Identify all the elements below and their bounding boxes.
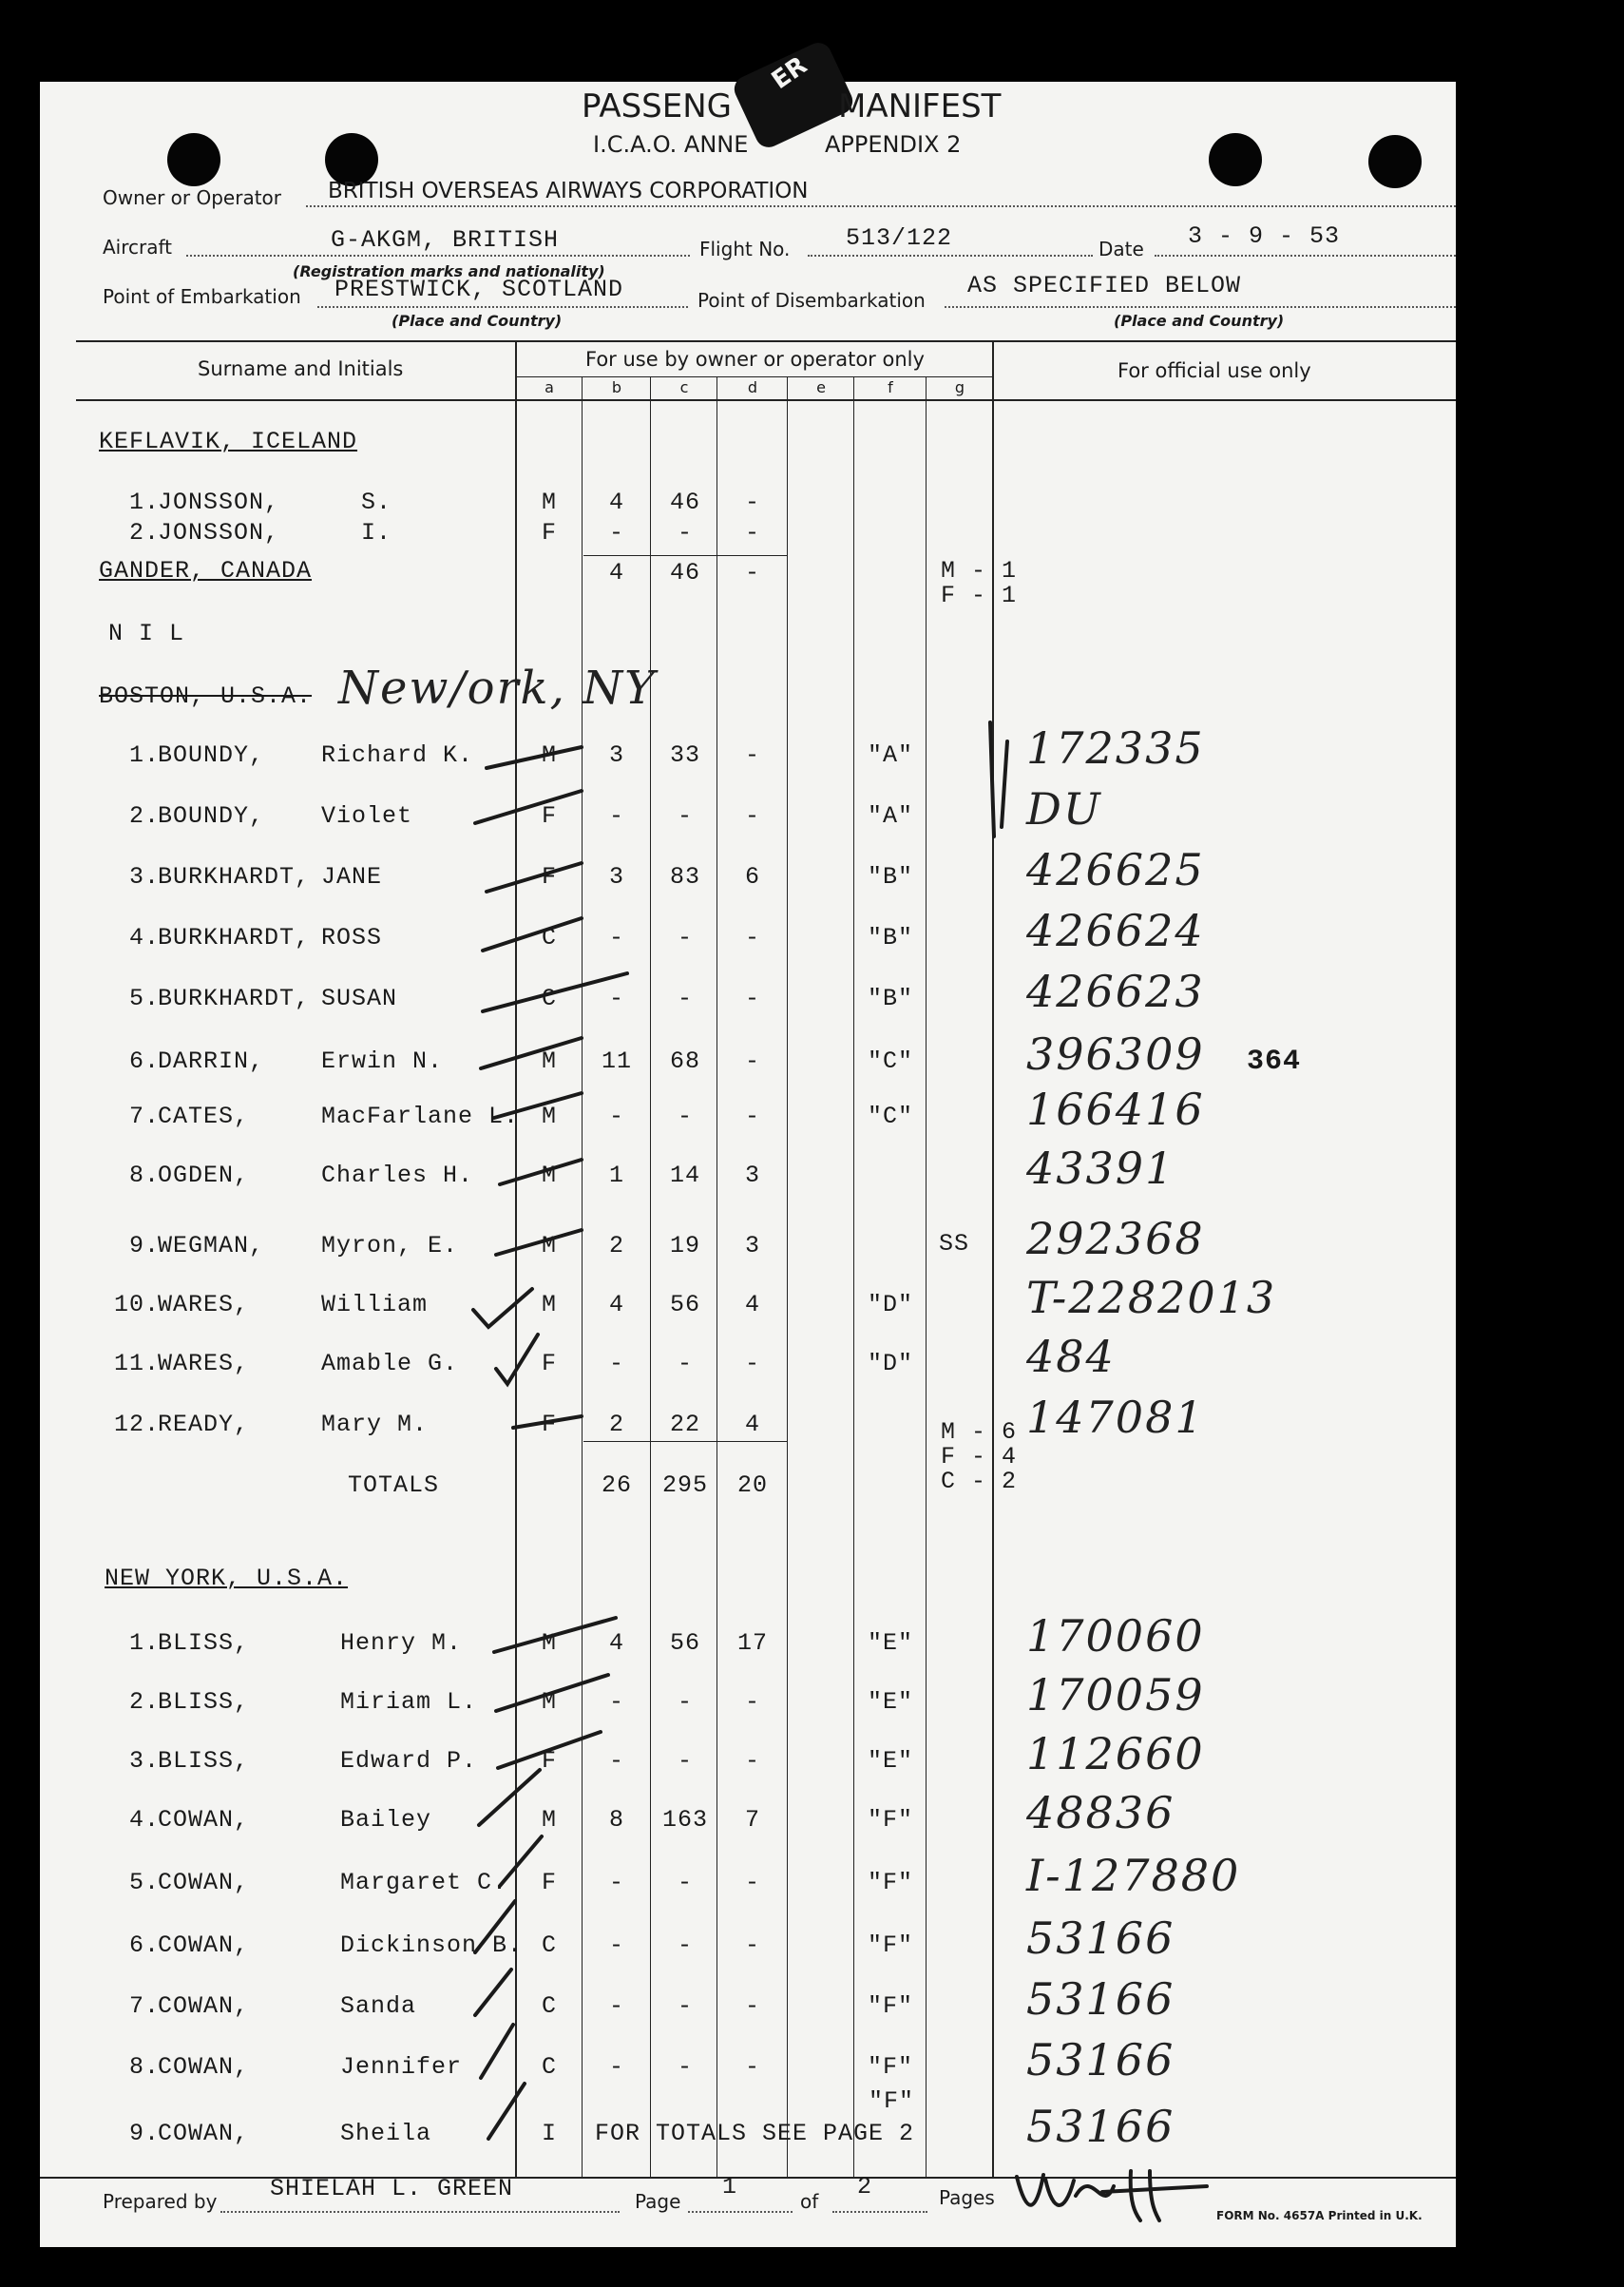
disembark-label: Point of Disembarkation — [697, 289, 926, 312]
newyork-row-1-official-number: 170060 — [1026, 1610, 1205, 1662]
signature — [1007, 2158, 1216, 2224]
newyork-row-1-surname: BLISS, — [158, 1629, 250, 1657]
boston-row-9-given: Myron, E. — [321, 1232, 459, 1259]
newyork-row-7-a: C — [541, 1992, 557, 2020]
subcol-header-e: e — [816, 378, 826, 396]
boston-row-10-surname: WARES, — [158, 1291, 250, 1318]
boston-row-4-surname: BURKHARDT, — [158, 924, 311, 951]
boston-row-5-b: - — [608, 985, 624, 1012]
boston-row-8-num: 8. — [128, 1162, 160, 1189]
owner-label: Owner or Operator — [103, 186, 281, 209]
keflavik-row-2-c: - — [677, 519, 693, 547]
newyork-row-8-a: C — [541, 2053, 557, 2081]
subtitle-right: APPENDIX 2 — [825, 131, 962, 158]
newyork-row-5-c: - — [677, 1869, 693, 1896]
boston-row-12-surname: READY, — [158, 1411, 250, 1438]
boston-row-7-a: M — [541, 1103, 557, 1130]
boston-row-9-d: 3 — [744, 1232, 760, 1259]
boston-row-9-num: 9. — [128, 1232, 160, 1259]
boston-row-4-official-number: 426624 — [1026, 905, 1205, 956]
newyork-row-7-surname: COWAN, — [158, 1992, 250, 2020]
boston-totals-label: TOTALS — [348, 1471, 440, 1499]
boston-row-11-d: - — [744, 1350, 760, 1377]
newyork-row-3-d: - — [744, 1747, 760, 1775]
boston-row-3-a: F — [541, 863, 557, 891]
boston-total-b: 26 — [601, 1471, 632, 1499]
newyork-row-6-c: - — [677, 1931, 693, 1959]
newyork-row-8-surname: COWAN, — [158, 2053, 250, 2081]
newyork-row-2-f: "E" — [867, 1688, 913, 1716]
pages-label: Pages — [939, 2186, 995, 2209]
subcol-header-b: b — [611, 378, 622, 396]
newyork-row-1-num: 1. — [128, 1629, 160, 1657]
boston-row-12-c: 22 — [669, 1411, 700, 1438]
boston-row-1-c: 33 — [669, 741, 700, 769]
boston-row-2-f: "A" — [867, 802, 913, 830]
boston-row-8-c: 14 — [669, 1162, 700, 1189]
newyork-row-4-a: M — [541, 1806, 557, 1834]
keflavik-row-1-given: S. — [361, 489, 392, 516]
newyork-row-1-f: "E" — [867, 1629, 913, 1657]
newyork-row-8-given: Jennifer — [340, 2053, 463, 2081]
keflavik-row-2-a: F — [541, 519, 557, 547]
newyork-row-6-num: 6. — [128, 1931, 160, 1959]
boston-g2: F - 4 — [941, 1443, 1018, 1470]
boston-row-4-a: C — [541, 924, 557, 951]
boston-row-2-a: F — [541, 802, 557, 830]
keflavik-row-2-b: - — [608, 519, 624, 547]
date-label: Date — [1099, 238, 1144, 260]
boston-row-5-given: SUSAN — [321, 985, 398, 1012]
section-newyork: NEW YORK, U.S.A. — [105, 1565, 349, 1592]
newyork-row-4-given: Bailey — [340, 1806, 432, 1834]
boston-row-3-num: 3. — [128, 863, 160, 891]
place-country-note-1: (Place and Country) — [392, 312, 563, 330]
keflavik-row-1-c: 46 — [669, 489, 700, 516]
boston-row-1-given: Richard K. — [321, 741, 474, 769]
boston-row-4-c: - — [677, 924, 693, 951]
boston-row-4-f: "B" — [867, 924, 913, 951]
boston-row-3-official-number: 426625 — [1026, 844, 1205, 895]
boston-row-11-num: 11. — [113, 1350, 160, 1377]
boston-row-3-surname: BURKHARDT, — [158, 863, 311, 891]
boston-row-2-d: - — [744, 802, 760, 830]
newyork-row-4-num: 4. — [128, 1806, 160, 1834]
newyork-row-7-f: "F" — [867, 1992, 913, 2020]
boston-row-2-official-number: DU — [1026, 783, 1102, 835]
boston-row-6-num: 6. — [128, 1047, 160, 1075]
boston-row-6-c: 68 — [669, 1047, 700, 1075]
of-value: 2 — [857, 2173, 873, 2201]
col-header-surname: Surname and Initials — [198, 357, 404, 380]
boston-row-2-num: 2. — [128, 802, 160, 830]
newyork-row-3-given: Edward P. — [340, 1747, 478, 1775]
boston-row-3-given: JANE — [321, 863, 383, 891]
boston-row-4-b: - — [608, 924, 624, 951]
subcol-header-g: g — [954, 378, 965, 396]
boston-row-5-a: C — [541, 985, 557, 1012]
newyork-row-3-c: - — [677, 1747, 693, 1775]
boston-row-7-b: - — [608, 1103, 624, 1130]
boston-row-6-a: M — [541, 1047, 557, 1075]
newyork-row-1-b: 4 — [608, 1629, 624, 1657]
form-number: FORM No. 4657A Printed in U.K. — [1216, 2209, 1423, 2222]
boston-row-11-a: F — [541, 1350, 557, 1377]
boston-row-10-d: 4 — [744, 1291, 760, 1318]
boston-total-d: 20 — [736, 1471, 768, 1499]
boston-row-2-surname: BOUNDY, — [158, 802, 265, 830]
newyork-row-2-d: - — [744, 1688, 760, 1716]
boston-row-1-official-number: 172335 — [1026, 722, 1205, 774]
aircraft-label: Aircraft — [103, 236, 173, 259]
boston-row-7-d: - — [744, 1103, 760, 1130]
boston-row-5-surname: BURKHARDT, — [158, 985, 311, 1012]
newyork-row-6-official-number: 53166 — [1026, 1912, 1175, 1964]
keflavik-row-2-given: I. — [361, 519, 392, 547]
boston-row-7-num: 7. — [128, 1103, 160, 1130]
page-label: Page — [635, 2190, 681, 2213]
newyork-row-6-d: - — [744, 1931, 760, 1959]
boston-row-7-official-number: 166416 — [1026, 1084, 1205, 1135]
newyork-row-7-num: 7. — [128, 1992, 160, 2020]
newyork-row-5-b: - — [608, 1869, 624, 1896]
boston-row-6-f: "C" — [867, 1047, 913, 1075]
boston-row-1-b: 3 — [608, 741, 624, 769]
boston-row-8-surname: OGDEN, — [158, 1162, 250, 1189]
boston-row-8-a: M — [541, 1162, 557, 1189]
boston-row-12-num: 12. — [113, 1411, 160, 1438]
newyork-row-2-num: 2. — [128, 1688, 160, 1716]
col-header-owner: For use by owner or operator only — [585, 348, 925, 371]
newyork-row-1-c: 56 — [669, 1629, 700, 1657]
owner-value: BRITISH OVERSEAS AIRWAYS CORPORATION — [328, 179, 809, 203]
col-header-official: For official use only — [1118, 359, 1311, 382]
newyork-row-8-f: "F" — [867, 2053, 913, 2081]
newyork-row-5-given: Margaret C. — [340, 1869, 508, 1896]
boston-row-9-b: 2 — [608, 1232, 624, 1259]
newyork-row-8-num: 8. — [128, 2053, 160, 2081]
newyork-row-5-a: F — [541, 1869, 557, 1896]
of-label: of — [800, 2190, 819, 2213]
boston-row-12-d: 4 — [744, 1411, 760, 1438]
newyork-row-3-num: 3. — [128, 1747, 160, 1775]
ss-mark: SS — [939, 1230, 970, 1258]
newyork-row-3-b: - — [608, 1747, 624, 1775]
boston-row-12-b: 2 — [608, 1411, 624, 1438]
section-boston: BOSTON, U.S.A. — [99, 682, 313, 710]
newyork-row-1-d: 17 — [736, 1629, 768, 1657]
keflavik-total-b: 4 — [608, 559, 624, 586]
boston-row-6-official-number: 396309 — [1026, 1028, 1205, 1080]
newyork-row-9-num: 9. — [128, 2120, 160, 2147]
newyork-row-6-f: "F" — [867, 1931, 913, 1959]
prepared-label: Prepared by — [103, 2190, 218, 2213]
newyork-row-7-c: - — [677, 1992, 693, 2020]
registration-note: (Registration marks and nationality) — [293, 262, 605, 280]
boston-row-1-num: 1. — [128, 741, 160, 769]
boston-total-c: 295 — [661, 1471, 708, 1499]
boston-row-9-official-number: 292368 — [1026, 1213, 1205, 1264]
date-value: 3 - 9 - 53 — [1188, 222, 1341, 250]
newyork-row-7-given: Sanda — [340, 1992, 417, 2020]
boston-row-8-d: 3 — [744, 1162, 760, 1189]
newyork-see-totals: FOR TOTALS SEE PAGE 2 — [595, 2120, 915, 2147]
keflavik-total-g2: F - 1 — [941, 582, 1018, 609]
boston-row-12-official-number: 147081 — [1026, 1392, 1205, 1443]
newyork-row-6-b: - — [608, 1931, 624, 1959]
title-right: MANIFEST — [838, 87, 1002, 125]
newyork-row-9-surname: COWAN, — [158, 2120, 250, 2147]
boston-row-8-b: 1 — [608, 1162, 624, 1189]
boston-row-10-b: 4 — [608, 1291, 624, 1318]
boston-row-5-official-number: 426623 — [1026, 966, 1205, 1017]
boston-row-6-surname: DARRIN, — [158, 1047, 265, 1075]
boston-row-11-c: - — [677, 1350, 693, 1377]
embark-label: Point of Embarkation — [103, 285, 301, 308]
boston-row-6-d: - — [744, 1047, 760, 1075]
boston-row-3-d: 6 — [744, 863, 760, 891]
newyork-row-4-b: 8 — [608, 1806, 624, 1834]
keflavik-total-g1: M - 1 — [941, 557, 1018, 585]
newyork-row-4-surname: COWAN, — [158, 1806, 250, 1834]
keflavik-row-2-d: - — [744, 519, 760, 547]
page-value: 1 — [722, 2173, 738, 2201]
keflavik-row-1-a: M — [541, 489, 557, 516]
boston-row-3-c: 83 — [669, 863, 700, 891]
section-nil: N I L — [108, 620, 185, 647]
place-country-note-2: (Place and Country) — [1114, 312, 1285, 330]
prepared-value: SHIELAH L. GREEN — [270, 2175, 514, 2202]
disembark-value: AS SPECIFIED BELOW — [967, 272, 1242, 299]
subcol-header-d: d — [747, 378, 758, 396]
newyork-row-2-given: Miriam L. — [340, 1688, 478, 1716]
boston-row-9-a: M — [541, 1232, 557, 1259]
keflavik-row-2-num: 2. — [128, 519, 160, 547]
boston-row-11-b: - — [608, 1350, 624, 1377]
stamp-text: ER — [766, 50, 812, 96]
boston-row-11-given: Amable G. — [321, 1350, 459, 1377]
newyork-row-2-c: - — [677, 1688, 693, 1716]
boston-row-4-given: ROSS — [321, 924, 383, 951]
boston-row-8-official-number: 43391 — [1026, 1143, 1175, 1194]
newyork-row-5-num: 5. — [128, 1869, 160, 1896]
keflavik-row-1-num: 1. — [128, 489, 160, 516]
section-gander: GANDER, CANADA — [99, 557, 313, 585]
newyork-row-4-f: "F" — [867, 1806, 913, 1834]
boston-row-10-c: 56 — [669, 1291, 700, 1318]
section-boston-handwritten: New/ork, NY — [338, 662, 657, 715]
boston-row-3-f: "B" — [867, 863, 913, 891]
newyork-f-row8b: "F" — [868, 2087, 914, 2115]
boston-g1: M - 6 — [941, 1418, 1018, 1446]
newyork-row-5-f: "F" — [867, 1869, 913, 1896]
newyork-row-4-d: 7 — [744, 1806, 760, 1834]
subcol-header-c: c — [679, 378, 689, 396]
boston-row-5-d: - — [744, 985, 760, 1012]
newyork-row-5-official-number: I-127880 — [1026, 1850, 1241, 1901]
boston-row-8-given: Charles H. — [321, 1162, 474, 1189]
flight-value: 513/122 — [846, 224, 953, 252]
boston-row-10-given: William — [321, 1291, 429, 1318]
darrin-note: 364 — [1247, 1046, 1302, 1078]
keflavik-row-1-b: 4 — [608, 489, 624, 516]
newyork-row-1-given: Henry M. — [340, 1629, 463, 1657]
newyork-row-6-a: C — [541, 1931, 557, 1959]
keflavik-total-c: 46 — [669, 559, 700, 586]
embark-value: PRESTWICK, SCOTLAND — [334, 276, 624, 303]
newyork-row-9-given: Sheila — [340, 2120, 432, 2147]
newyork-row-8-b: - — [608, 2053, 624, 2081]
subtitle-left: I.C.A.O. ANNE — [593, 131, 749, 158]
boston-row-10-official-number: T-2282013 — [1026, 1272, 1277, 1323]
boston-row-1-d: - — [744, 741, 760, 769]
boston-row-4-d: - — [744, 924, 760, 951]
newyork-row-7-b: - — [608, 1992, 624, 2020]
newyork-row-3-official-number: 112660 — [1026, 1728, 1205, 1779]
boston-row-7-surname: CATES, — [158, 1103, 250, 1130]
newyork-row-4-official-number: 48836 — [1026, 1787, 1175, 1838]
boston-row-1-a: M — [541, 741, 557, 769]
boston-row-5-c: - — [677, 985, 693, 1012]
boston-row-5-num: 5. — [128, 985, 160, 1012]
keflavik-row-1-surname: JONSSON, — [158, 489, 280, 516]
boston-row-10-f: "D" — [867, 1291, 913, 1318]
boston-row-9-surname: WEGMAN, — [158, 1232, 265, 1259]
keflavik-row-2-surname: JONSSON, — [158, 519, 280, 547]
newyork-row-3-a: F — [541, 1747, 557, 1775]
boston-row-10-a: M — [541, 1291, 557, 1318]
newyork-row-5-d: - — [744, 1869, 760, 1896]
newyork-row-2-official-number: 170059 — [1026, 1669, 1205, 1720]
newyork-row-8-official-number: 53166 — [1026, 2034, 1175, 2085]
boston-row-4-num: 4. — [128, 924, 160, 951]
newyork-row-3-f: "E" — [867, 1747, 913, 1775]
subcol-header-a: a — [545, 378, 554, 396]
boston-row-12-a: F — [541, 1411, 557, 1438]
boston-row-6-b: 11 — [601, 1047, 632, 1075]
newyork-row-8-c: - — [677, 2053, 693, 2081]
section-keflavik: KEFLAVIK, ICELAND — [99, 428, 358, 455]
keflavik-total-d: - — [744, 559, 760, 586]
newyork-row-4-c: 163 — [661, 1806, 708, 1834]
boston-row-2-c: - — [677, 802, 693, 830]
boston-row-2-b: - — [608, 802, 624, 830]
boston-row-11-surname: WARES, — [158, 1350, 250, 1377]
boston-row-2-given: Violet — [321, 802, 413, 830]
newyork-row-7-d: - — [744, 1992, 760, 2020]
newyork-row-5-surname: COWAN, — [158, 1869, 250, 1896]
boston-row-7-c: - — [677, 1103, 693, 1130]
boston-row-9-c: 19 — [669, 1232, 700, 1259]
newyork-row-9-a: I — [541, 2120, 557, 2147]
newyork-row-2-b: - — [608, 1688, 624, 1716]
boston-row-1-surname: BOUNDY, — [158, 741, 265, 769]
boston-row-7-given: MacFarlane L. — [321, 1103, 520, 1130]
boston-row-10-num: 10. — [113, 1291, 160, 1318]
newyork-row-1-a: M — [541, 1629, 557, 1657]
flight-label: Flight No. — [699, 238, 791, 260]
newyork-row-7-official-number: 53166 — [1026, 1973, 1175, 2025]
title-left: PASSENG — [582, 87, 733, 125]
newyork-row-2-surname: BLISS, — [158, 1688, 250, 1716]
newyork-row-6-given: Dickinson B. — [340, 1931, 524, 1959]
newyork-row-6-surname: COWAN, — [158, 1931, 250, 1959]
boston-row-7-f: "C" — [867, 1103, 913, 1130]
boston-g3: C - 2 — [941, 1468, 1018, 1495]
boston-row-12-given: Mary M. — [321, 1411, 429, 1438]
newyork-row-9-official-number: 53166 — [1026, 2101, 1175, 2152]
boston-row-3-b: 3 — [608, 863, 624, 891]
boston-row-6-given: Erwin N. — [321, 1047, 444, 1075]
boston-row-11-official-number: 484 — [1026, 1331, 1116, 1382]
newyork-row-2-a: M — [541, 1688, 557, 1716]
keflavik-row-1-d: - — [744, 489, 760, 516]
newyork-row-8-d: - — [744, 2053, 760, 2081]
aircraft-value: G-AKGM, BRITISH — [331, 226, 560, 254]
subcol-header-f: f — [888, 378, 893, 396]
boston-row-1-f: "A" — [867, 741, 913, 769]
boston-row-5-f: "B" — [867, 985, 913, 1012]
newyork-row-3-surname: BLISS, — [158, 1747, 250, 1775]
boston-row-11-f: "D" — [867, 1350, 913, 1377]
